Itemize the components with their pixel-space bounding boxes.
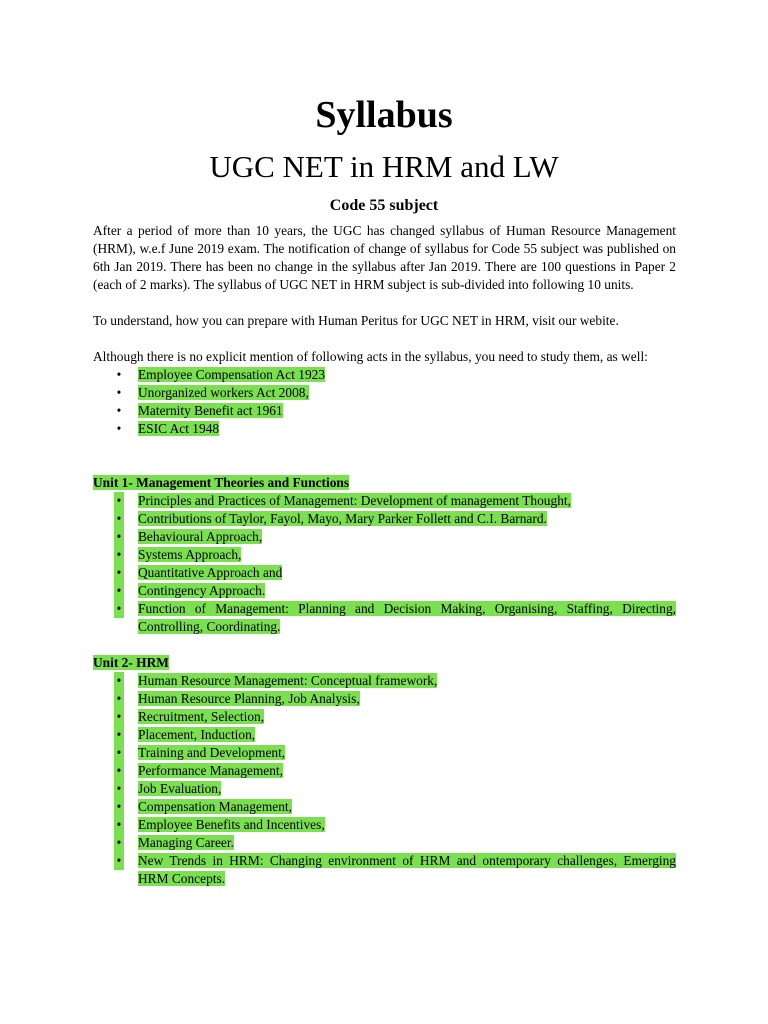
- unit1-heading-text: Unit 1- Management Theories and Functions: [93, 475, 350, 490]
- list-item: [93, 708, 676, 726]
- list-item: [93, 492, 676, 510]
- bullet-icon: •: [116, 403, 122, 418]
- unit1-heading: [93, 474, 676, 492]
- item-text: Function of Management: Planning and Decision Making, Organising, Staffing, Directing, Controlling, Coordinating.: [138, 601, 676, 634]
- item-text: Recruitment, Selection,: [138, 709, 265, 724]
- bullet-icon: •: [114, 816, 124, 834]
- list-item: [93, 726, 676, 744]
- document-body: [93, 222, 676, 888]
- bullet-icon: •: [114, 726, 124, 744]
- bullet-icon: •: [114, 672, 124, 690]
- list-item: [93, 762, 676, 780]
- bullet-icon: •: [114, 852, 124, 870]
- act-text: Employee Compensation Act 1923: [138, 367, 326, 382]
- item-text: Human Resource Planning, Job Analysis,: [138, 691, 360, 706]
- list-item: [93, 528, 676, 546]
- bullet-icon: •: [114, 690, 124, 708]
- bullet-icon: •: [114, 510, 124, 528]
- item-text: Managing Career.: [138, 835, 234, 850]
- item-text: Compensation Management,: [138, 799, 292, 814]
- list-item: [93, 420, 676, 438]
- item-text: Principles and Practices of Management: Development of management Thought,: [138, 493, 571, 508]
- list-item: [93, 780, 676, 798]
- list-item: [93, 816, 676, 834]
- bullet-icon: •: [114, 546, 124, 564]
- bullet-icon: •: [114, 528, 124, 546]
- bullet-icon: •: [114, 600, 124, 618]
- list-item: [93, 744, 676, 762]
- item-text: Human Resource Management: Conceptual framework,: [138, 673, 438, 688]
- item-text: Placement, Induction,: [138, 727, 256, 742]
- list-item: [93, 366, 676, 384]
- list-item: [93, 546, 676, 564]
- list-item: [93, 564, 676, 582]
- act-text: Unorganized workers Act 2008,: [138, 385, 309, 400]
- bullet-icon: •: [114, 780, 124, 798]
- item-text: Systems Approach,: [138, 547, 242, 562]
- unit1-list: [93, 492, 676, 636]
- bullet-icon: •: [114, 762, 124, 780]
- bullet-icon: •: [114, 564, 124, 582]
- unit2-list: [93, 672, 676, 888]
- list-item: [93, 690, 676, 708]
- item-text: Training and Development,: [138, 745, 286, 760]
- list-item: [93, 510, 676, 528]
- list-item: [93, 672, 676, 690]
- list-item: [93, 384, 676, 402]
- bullet-icon: •: [114, 798, 124, 816]
- bullet-icon: •: [116, 367, 122, 382]
- item-text: Behavioural Approach,: [138, 529, 263, 544]
- acts-paragraph: Although there is no explicit mention of following acts in the syllabus, you need to study them, as well:: [93, 349, 648, 364]
- list-item: [93, 582, 676, 600]
- bullet-icon: •: [116, 421, 122, 436]
- bullet-icon: •: [116, 385, 122, 400]
- item-text: Performance Management,: [138, 763, 284, 778]
- bullet-icon: •: [114, 582, 124, 600]
- bullet-icon: •: [114, 492, 124, 510]
- list-item: [93, 402, 676, 420]
- item-text: New Trends in HRM: Changing environment of HRM and ontemporary challenges, Emerging HRM Concepts.: [138, 853, 676, 886]
- act-text: Maternity Benefit act 1961: [138, 403, 283, 418]
- page-subtitle: UGC NET in HRM and LW: [209, 149, 559, 184]
- item-text: Contingency Approach.: [138, 583, 266, 598]
- item-text: Quantitative Approach and: [138, 565, 283, 580]
- intro-paragraph: After a period of more than 10 years, the UGC has changed syllabus of Human Resource Management (HRM), w.e.f June 2019 exam. The notification of change of syllabus for Code 55 subject was published on 6th Jan 2019. There has been no change in the syllabus after Jan 2019. There are 100 questions in Paper 2 (each of 2 marks). The syllabus of UGC NET in HRM subject is sub-divided into following 10 units.: [93, 223, 676, 292]
- item-text: Employee Benefits and Incentives,: [138, 817, 325, 832]
- bullet-icon: •: [114, 834, 124, 852]
- acts-list: [93, 366, 676, 438]
- list-item: [93, 852, 676, 888]
- item-text: Job Evaluation,: [138, 781, 222, 796]
- bullet-icon: •: [114, 744, 124, 762]
- item-text: Contributions of Taylor, Fayol, Mayo, Mary Parker Follett and C.I. Barnard.: [138, 511, 547, 526]
- page-title: Syllabus: [315, 94, 453, 136]
- subject-code: Code 55 subject: [329, 197, 439, 214]
- prepare-paragraph: To understand, how you can prepare with Human Peritus for UGC NET in HRM, visit our webite.: [93, 313, 619, 328]
- list-item: [93, 834, 676, 852]
- unit2-heading-text: Unit 2- HRM: [93, 655, 169, 670]
- bullet-icon: •: [114, 708, 124, 726]
- act-text: ESIC Act 1948: [138, 421, 220, 436]
- list-item: [93, 798, 676, 816]
- unit2-heading: [93, 654, 676, 672]
- list-item: [93, 600, 676, 636]
